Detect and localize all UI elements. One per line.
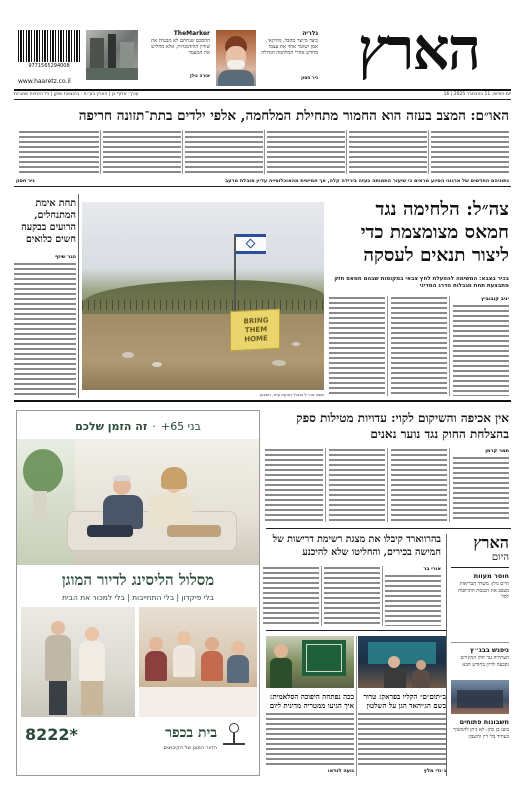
ad-phone[interactable]: 8222*	[25, 725, 78, 744]
story2-col-1	[453, 456, 509, 522]
story3-headline[interactable]: בהרווארד קיבלו את מצגת רשימת דרישות של חמישה בכירים, והחליטו שלא להיכנע	[272, 534, 441, 558]
today-photo	[451, 680, 509, 714]
bottom-mid-headline[interactable]: ככה נפתחה היפוכה הסלאמית: איך הגיעו ממטריה מדינית ליום	[269, 692, 354, 710]
ad-brand-tag: הדיור המוגן של הקיבוצים	[163, 745, 217, 751]
banner-subline: נתוניהם החדשים של ארגוני הסיוע מראים כי שיעור התמותה בעזה בירידה קלה, אך חמישית מהאוכלוסייה עדיין סובלת מרעב	[225, 178, 509, 184]
today-box	[451, 534, 509, 776]
banner-col-3	[267, 130, 345, 174]
lead-caption: מוצב צה״ל בגבול רצועת עזה, השבוע	[259, 392, 324, 397]
lead-col-1	[453, 304, 509, 396]
bottom-left-headline[interactable]: ב״תום״ם״ הקליו בפראק: טרור בשם הג׳יהאד הגן על השלטון	[363, 692, 446, 710]
story2-byline: תמר קרמן	[485, 448, 509, 454]
story3-rule	[266, 630, 446, 631]
lead-photo-ground	[82, 314, 324, 390]
banner-col-2	[349, 130, 427, 174]
lead-rule	[14, 400, 511, 402]
site-url[interactable]: www.haaretz.co.il	[18, 78, 71, 85]
issue-line: יום חמישי, 11 בנובמבר 2025 | 16	[443, 92, 511, 97]
ad-top-line: בני 65+ · זה הזמן שלכם	[75, 420, 201, 433]
lead-sub: בכיר בצבא: המשימה להפעלת לחץ צבאי במקומות שבהם חמאס חזק מתבצעת תחת מגבלות הדרג המדיני	[334, 276, 509, 289]
ad-photo-couple	[17, 439, 259, 565]
bottom-left-col	[358, 712, 446, 766]
story3-col-3	[263, 566, 319, 626]
story3-col-2	[324, 566, 380, 626]
ad-title: מסלול הליסינג לדיור המוגן	[61, 571, 215, 589]
today-item-2-text: העתירה נגד חוק המינויים נקבעה לדיון בחודש הבא	[460, 655, 509, 668]
promo-gallery-author: ניר חסון	[301, 76, 318, 81]
site-sub: עורך: אלוף בן | הארץ בע״מ · בהוצאת שוקן | כל הזכויות שמורות	[14, 92, 139, 97]
today-item-3-text: בועז בן כהן: לא ניתן להמשיך בעתיד בלי דין וחשבון	[453, 727, 509, 740]
today-logo: הארץ	[473, 533, 509, 552]
promo-gallery-text: כיצד מייצר מחבל, מוזיקאי, אמן ושוטר אחד את עצמו מחדש אחרי המלחמה הגדולה	[261, 38, 318, 56]
lead-photo-sign-text: BRING THEM HOME	[243, 316, 269, 344]
barcode-number: 9771565294008	[28, 63, 70, 69]
lead-headline[interactable]: צה״ל: הלחימה נגד חמאס מצומצמת כדי ליצור תנאים לעסקה	[360, 199, 509, 266]
ad-photo-dinner	[139, 607, 257, 717]
banner-col-5	[103, 130, 181, 174]
ad-brand-logo	[219, 723, 249, 747]
ad-top-line-a: בני 65+	[160, 420, 201, 433]
sidebar-col	[14, 262, 76, 396]
ad-subtitle: בלי פיקדון | בלי התחייבות | בלי למכור את הבית	[62, 593, 214, 602]
promo-themarker[interactable]	[86, 30, 210, 88]
masthead	[0, 0, 525, 90]
story3-byline: אורי בר	[423, 566, 441, 572]
bottom-left-byline: ג׳ודי מלץ	[423, 768, 446, 774]
promo-gallery-kicker: גלריה	[302, 30, 318, 37]
sidebar-byline: הגר שיזף	[54, 254, 76, 260]
today-logo-sub: היום	[491, 552, 509, 563]
ad-top-line-b: זה הזמן שלכם	[75, 420, 148, 433]
sidebar-headline[interactable]: תחת אימת המתנחלים, הרועים בבקעה חשים כלואים	[21, 198, 76, 245]
promo-gallery[interactable]	[216, 30, 318, 88]
lead-col-3	[329, 296, 385, 396]
banner-col-1	[431, 130, 509, 174]
bottom-mid-col	[266, 712, 354, 766]
lead-col-2	[391, 296, 447, 396]
promo-themarker-kicker: TheMarker	[173, 30, 210, 37]
lead-photo-fence	[82, 300, 324, 310]
story2-headline[interactable]: אין אכיפה והשיקום לקוי: עדויות מטילות ספק בהצלחת החוק נגד נוער נאנים	[296, 411, 509, 441]
barcode	[18, 30, 80, 74]
story2-rule	[266, 528, 511, 529]
today-item-2-title: ניפגש בבג״ץ	[470, 646, 509, 654]
promo-themarker-photo	[86, 30, 138, 80]
story2-col-4	[265, 448, 323, 522]
bottom-left-photo[interactable]	[358, 636, 446, 688]
ad-block[interactable]	[16, 410, 260, 776]
lead-photo-flag	[236, 234, 266, 254]
masthead-rule	[14, 89, 511, 91]
masthead-rule-2	[14, 99, 511, 100]
lead-photo[interactable]	[82, 202, 324, 390]
banner-headline[interactable]: האו״ם: המצב בעזה הוא החמור מתחילת המלחמה, אלפי ילדים בתת־תזונה חריפה	[78, 108, 509, 124]
story2-col-3	[329, 448, 385, 522]
bottom-mid-byline: נועה לנדאו	[327, 768, 354, 774]
promo-themarker-author: אורה גולן	[189, 74, 210, 79]
lead-byline: יניב קובוביץ	[481, 296, 509, 302]
banner-col-4	[185, 130, 263, 174]
today-item-1-text: חיים גולן: משרד הבריאות מעכב את הכנסת התרופות לסל	[458, 581, 509, 600]
promo-gallery-photo	[216, 30, 256, 86]
banner-rule	[14, 186, 511, 187]
story2-col-2	[391, 448, 447, 522]
ad-photo-dance	[21, 607, 135, 717]
banner-col-6	[19, 130, 99, 174]
story3-col-1	[385, 574, 441, 626]
ad-brand: בית בכפר	[165, 725, 217, 741]
today-item-3-title: חשבונות פתוחים	[459, 718, 509, 726]
today-item-1-title: חוסר מעוות	[473, 572, 509, 580]
bottom-mid-photo[interactable]	[266, 636, 354, 688]
banner-byline: ניר חסון	[16, 178, 35, 184]
masthead-logo: הארץ	[357, 15, 480, 83]
lead-photo-sign	[230, 309, 280, 352]
barcode-bars	[18, 30, 80, 62]
promo-themarker-text: ההסכם שנחתם לא מבטיח את שוויון ההזדמנויות, אלא מחליש את המעמד	[151, 38, 210, 56]
